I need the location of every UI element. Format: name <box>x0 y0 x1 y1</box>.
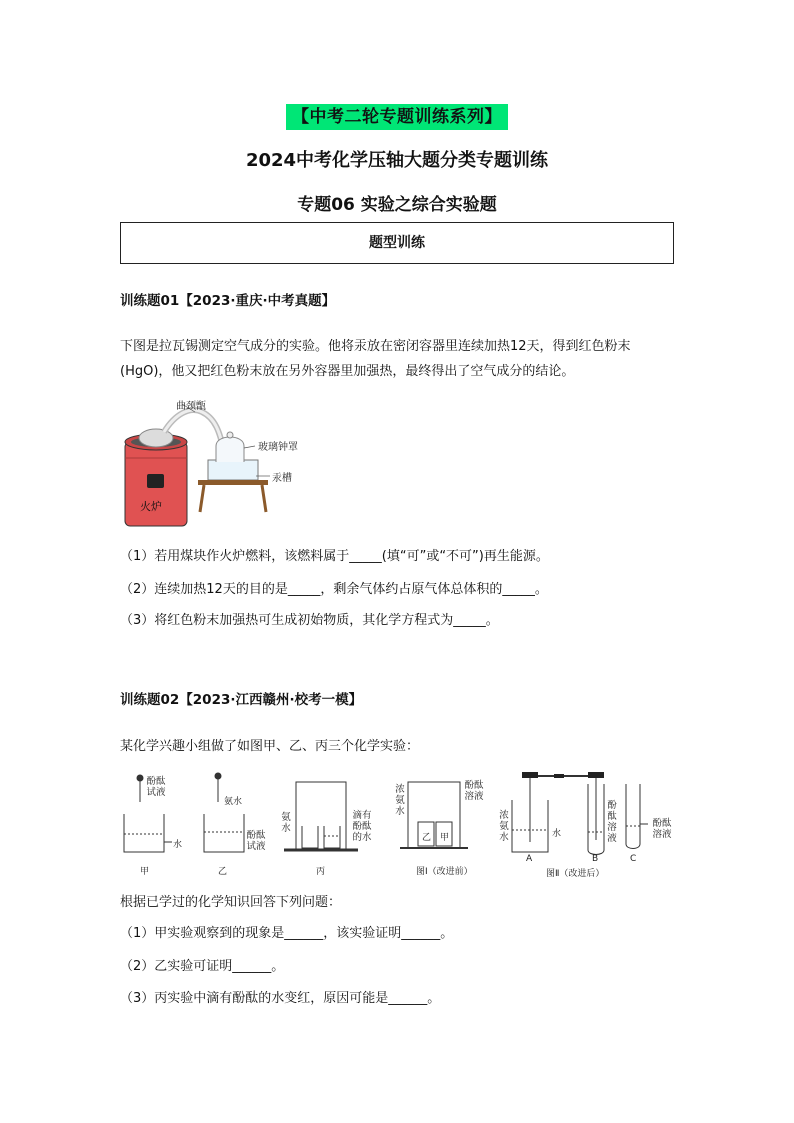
label-phenol-solution-b: 酚酞试液 <box>246 830 266 852</box>
label-fig1: 图Ⅰ（改进前） <box>416 867 473 877</box>
label-B: B <box>592 854 599 864</box>
exercise1-heading: 训练题01【2023·重庆·中考真题】 <box>120 293 336 309</box>
label-bing: 丙 <box>316 867 326 877</box>
label-fig2: 图Ⅱ（改进后） <box>546 869 605 879</box>
sub-title: 专题06 实验之综合实验题 <box>297 195 497 215</box>
label-ammonia-water: 氨水 <box>224 797 243 807</box>
exercise1-q1: （1）若用煤块作火炉燃料，该燃料属于_____(填“可”或“不可”)再生能源。 <box>120 549 549 564</box>
label-furnace: 火炉 <box>140 500 162 513</box>
lavoisier-figure <box>120 394 330 529</box>
label-C: C <box>630 854 637 864</box>
exercise1-q2: （2）连续加热12天的目的是_____，剩余气体约占原气体总体积的_____。 <box>120 582 548 597</box>
exercise2-q2: （2）乙实验可证明______。 <box>120 959 285 974</box>
label-ammonia: 氨水 <box>281 812 291 834</box>
exercise2-answer-intro: 根据已学过的化学知识回答下列问题： <box>120 895 342 910</box>
label-mercury-trough: 汞槽 <box>272 473 292 484</box>
label-phenol-liquid: 酚酞溶液 <box>464 780 484 802</box>
series-tag: 【中考二轮专题训练系列】 <box>286 104 508 130</box>
label-phenol-liquid-2: 酚酞溶液 <box>607 800 617 844</box>
exercise1-intro: 下图是拉瓦锡测定空气成分的实验。他将汞放在密闭容器里连续加热12天，得到红色粉末(HgO)，他又把红色粉末放在另外容器里加强热，最终得出了空气成分的结论。 <box>120 339 631 379</box>
label-water: 水 <box>173 840 183 850</box>
exercise2-q1: （1）甲实验观察到的现象是______，该实验证明______。 <box>120 926 454 941</box>
label-phenol-water: 滴有酚酞的水 <box>352 810 372 843</box>
label-beaker-yi: 乙 <box>422 833 432 843</box>
exercise2-q3: （3）丙实验中滴有酚酞的水变红，原因可能是______。 <box>120 991 441 1006</box>
exercise1-q3: （3）将红色粉末加强热可生成初始物质，其化学方程式为_____。 <box>120 613 499 628</box>
label-conc-ammonia-2: 浓氨水 <box>499 810 509 843</box>
section-box: 题型训练 <box>120 222 674 264</box>
exercise2-intro: 某化学兴趣小组做了如图甲、乙、丙三个化学实验： <box>120 739 420 754</box>
label-conc-ammonia: 浓氨水 <box>395 784 405 817</box>
main-title: 2024中考化学压轴大题分类专题训练 <box>245 150 549 171</box>
label-A: A <box>526 854 533 864</box>
label-phenol-solution: 酚酞试液 <box>146 776 166 798</box>
label-jia: 甲 <box>140 867 150 877</box>
label-yi: 乙 <box>218 867 228 877</box>
label-bell-jar: 玻璃钟罩 <box>258 442 298 453</box>
label-phenol-liquid-3: 酚酞溶液 <box>652 818 672 840</box>
ammonia-figure <box>118 770 678 882</box>
label-beaker-jia: 甲 <box>440 833 450 843</box>
label-water-2: 水 <box>552 829 562 839</box>
label-retort: 曲颈甑 <box>176 401 206 412</box>
exercise2-heading: 训练题02【2023·江西赣州·校考一模】 <box>120 692 363 708</box>
